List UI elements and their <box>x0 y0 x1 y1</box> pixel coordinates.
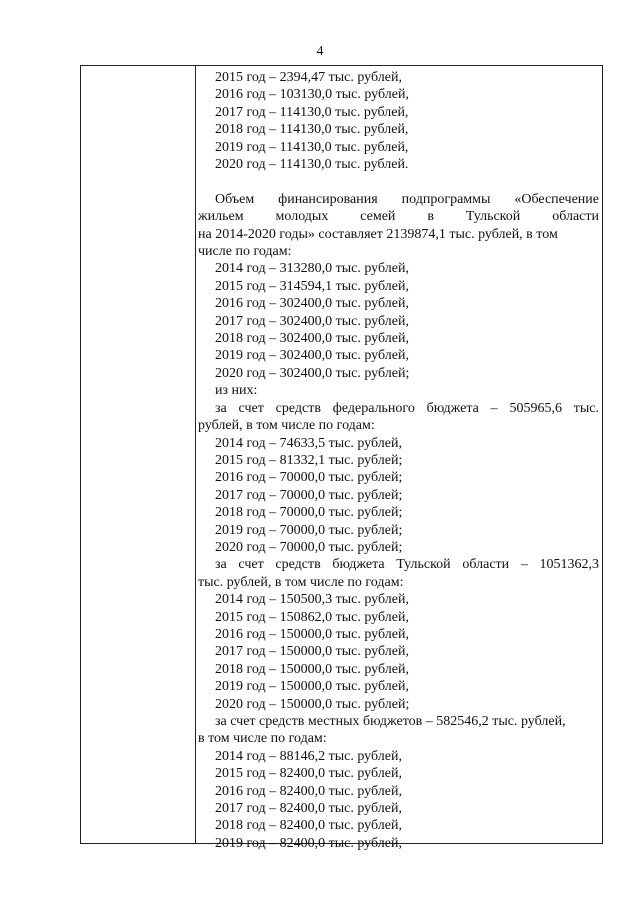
intro-line: жильем молодых семей в Тульской области <box>198 209 599 225</box>
local-year-line: 2015 год – 82400,0 тыс. рублей, <box>215 766 402 782</box>
federal-year-line: 2016 год – 70000,0 тыс. рублей; <box>215 470 403 486</box>
page-number: 4 <box>316 44 324 59</box>
regional-heading: за счет средств бюджета Тульской области – 1051362,3 <box>215 557 599 573</box>
carryover-line: 2016 год – 103130,0 тыс. рублей, <box>215 87 409 103</box>
local-year-line: 2019 год – 82400,0 тыс. рублей, <box>215 835 402 851</box>
column-divider <box>195 66 196 843</box>
total-year-line: 2018 год – 302400,0 тыс. рублей, <box>215 331 409 347</box>
regional-heading: тыс. рублей, в том числе по годам: <box>198 574 404 590</box>
regional-year-line: 2019 год – 150000,0 тыс. рублей, <box>215 679 409 695</box>
total-year-line: 2020 год – 302400,0 тыс. рублей; <box>215 365 410 381</box>
federal-heading: за счет средств федерального бюджета – 505965,6 тыс. <box>215 400 599 416</box>
carryover-line: 2018 год – 114130,0 тыс. рублей, <box>215 122 409 138</box>
local-year-line: 2018 год – 82400,0 тыс. рублей, <box>215 818 402 834</box>
total-year-line: 2017 год – 302400,0 тыс. рублей, <box>215 313 409 329</box>
local-year-line: 2014 год – 88146,2 тыс. рублей, <box>215 748 402 764</box>
total-year-line: 2016 год – 302400,0 тыс. рублей, <box>215 296 409 312</box>
regional-year-line: 2020 год – 150000,0 тыс. рублей; <box>215 696 410 712</box>
paragraph-gap <box>198 173 599 190</box>
of-which-label: из них: <box>215 383 258 399</box>
local-heading: за счет средств местных бюджетов – 582546,2 тыс. рублей, <box>215 714 566 730</box>
local-year-line: 2017 год – 82400,0 тыс. рублей, <box>215 801 402 817</box>
total-year-line: 2019 год – 302400,0 тыс. рублей, <box>215 348 409 364</box>
regional-year-line: 2014 год – 150500,3 тыс. рублей, <box>215 592 409 608</box>
federal-heading: рублей, в том числе по годам: <box>198 418 375 434</box>
local-year-line: 2016 год – 82400,0 тыс. рублей, <box>215 783 402 799</box>
local-heading: в том числе по годам: <box>198 731 327 747</box>
federal-year-line: 2019 год – 70000,0 тыс. рублей; <box>215 522 403 538</box>
regional-year-line: 2017 год – 150000,0 тыс. рублей, <box>215 644 409 660</box>
federal-year-line: 2017 год – 70000,0 тыс. рублей; <box>215 487 403 503</box>
carryover-line: 2020 год – 114130,0 тыс. рублей. <box>215 157 409 173</box>
federal-year-line: 2018 год – 70000,0 тыс. рублей; <box>215 505 403 521</box>
federal-year-line: 2020 год – 70000,0 тыс. рублей; <box>215 539 403 555</box>
federal-year-line: 2015 год – 81332,1 тыс. рублей; <box>215 452 403 468</box>
total-year-line: 2015 год – 314594,1 тыс. рублей, <box>215 278 409 294</box>
financing-cell <box>198 69 599 852</box>
intro-line: на 2014-2020 годы» составляет 2139874,1 тыс. рублей, в том <box>198 226 558 242</box>
carryover-line: 2019 год – 114130,0 тыс. рублей, <box>215 139 409 155</box>
regional-year-line: 2016 год – 150000,0 тыс. рублей, <box>215 626 409 642</box>
total-year-line: 2014 год – 313280,0 тыс. рублей, <box>215 261 409 277</box>
intro-line: числе по годам: <box>198 244 292 260</box>
federal-year-line: 2014 год – 74633,5 тыс. рублей, <box>215 435 402 451</box>
carryover-line: 2015 год – 2394,47 тыс. рублей, <box>215 70 402 85</box>
regional-year-line: 2018 год – 150000,0 тыс. рублей, <box>215 661 409 677</box>
carryover-line: 2017 год – 114130,0 тыс. рублей, <box>215 104 409 120</box>
regional-year-line: 2015 год – 150862,0 тыс. рублей, <box>215 609 409 625</box>
intro-line: Объем финансирования подпрограммы «Обеспечение <box>215 191 599 207</box>
document-table <box>80 65 603 851</box>
